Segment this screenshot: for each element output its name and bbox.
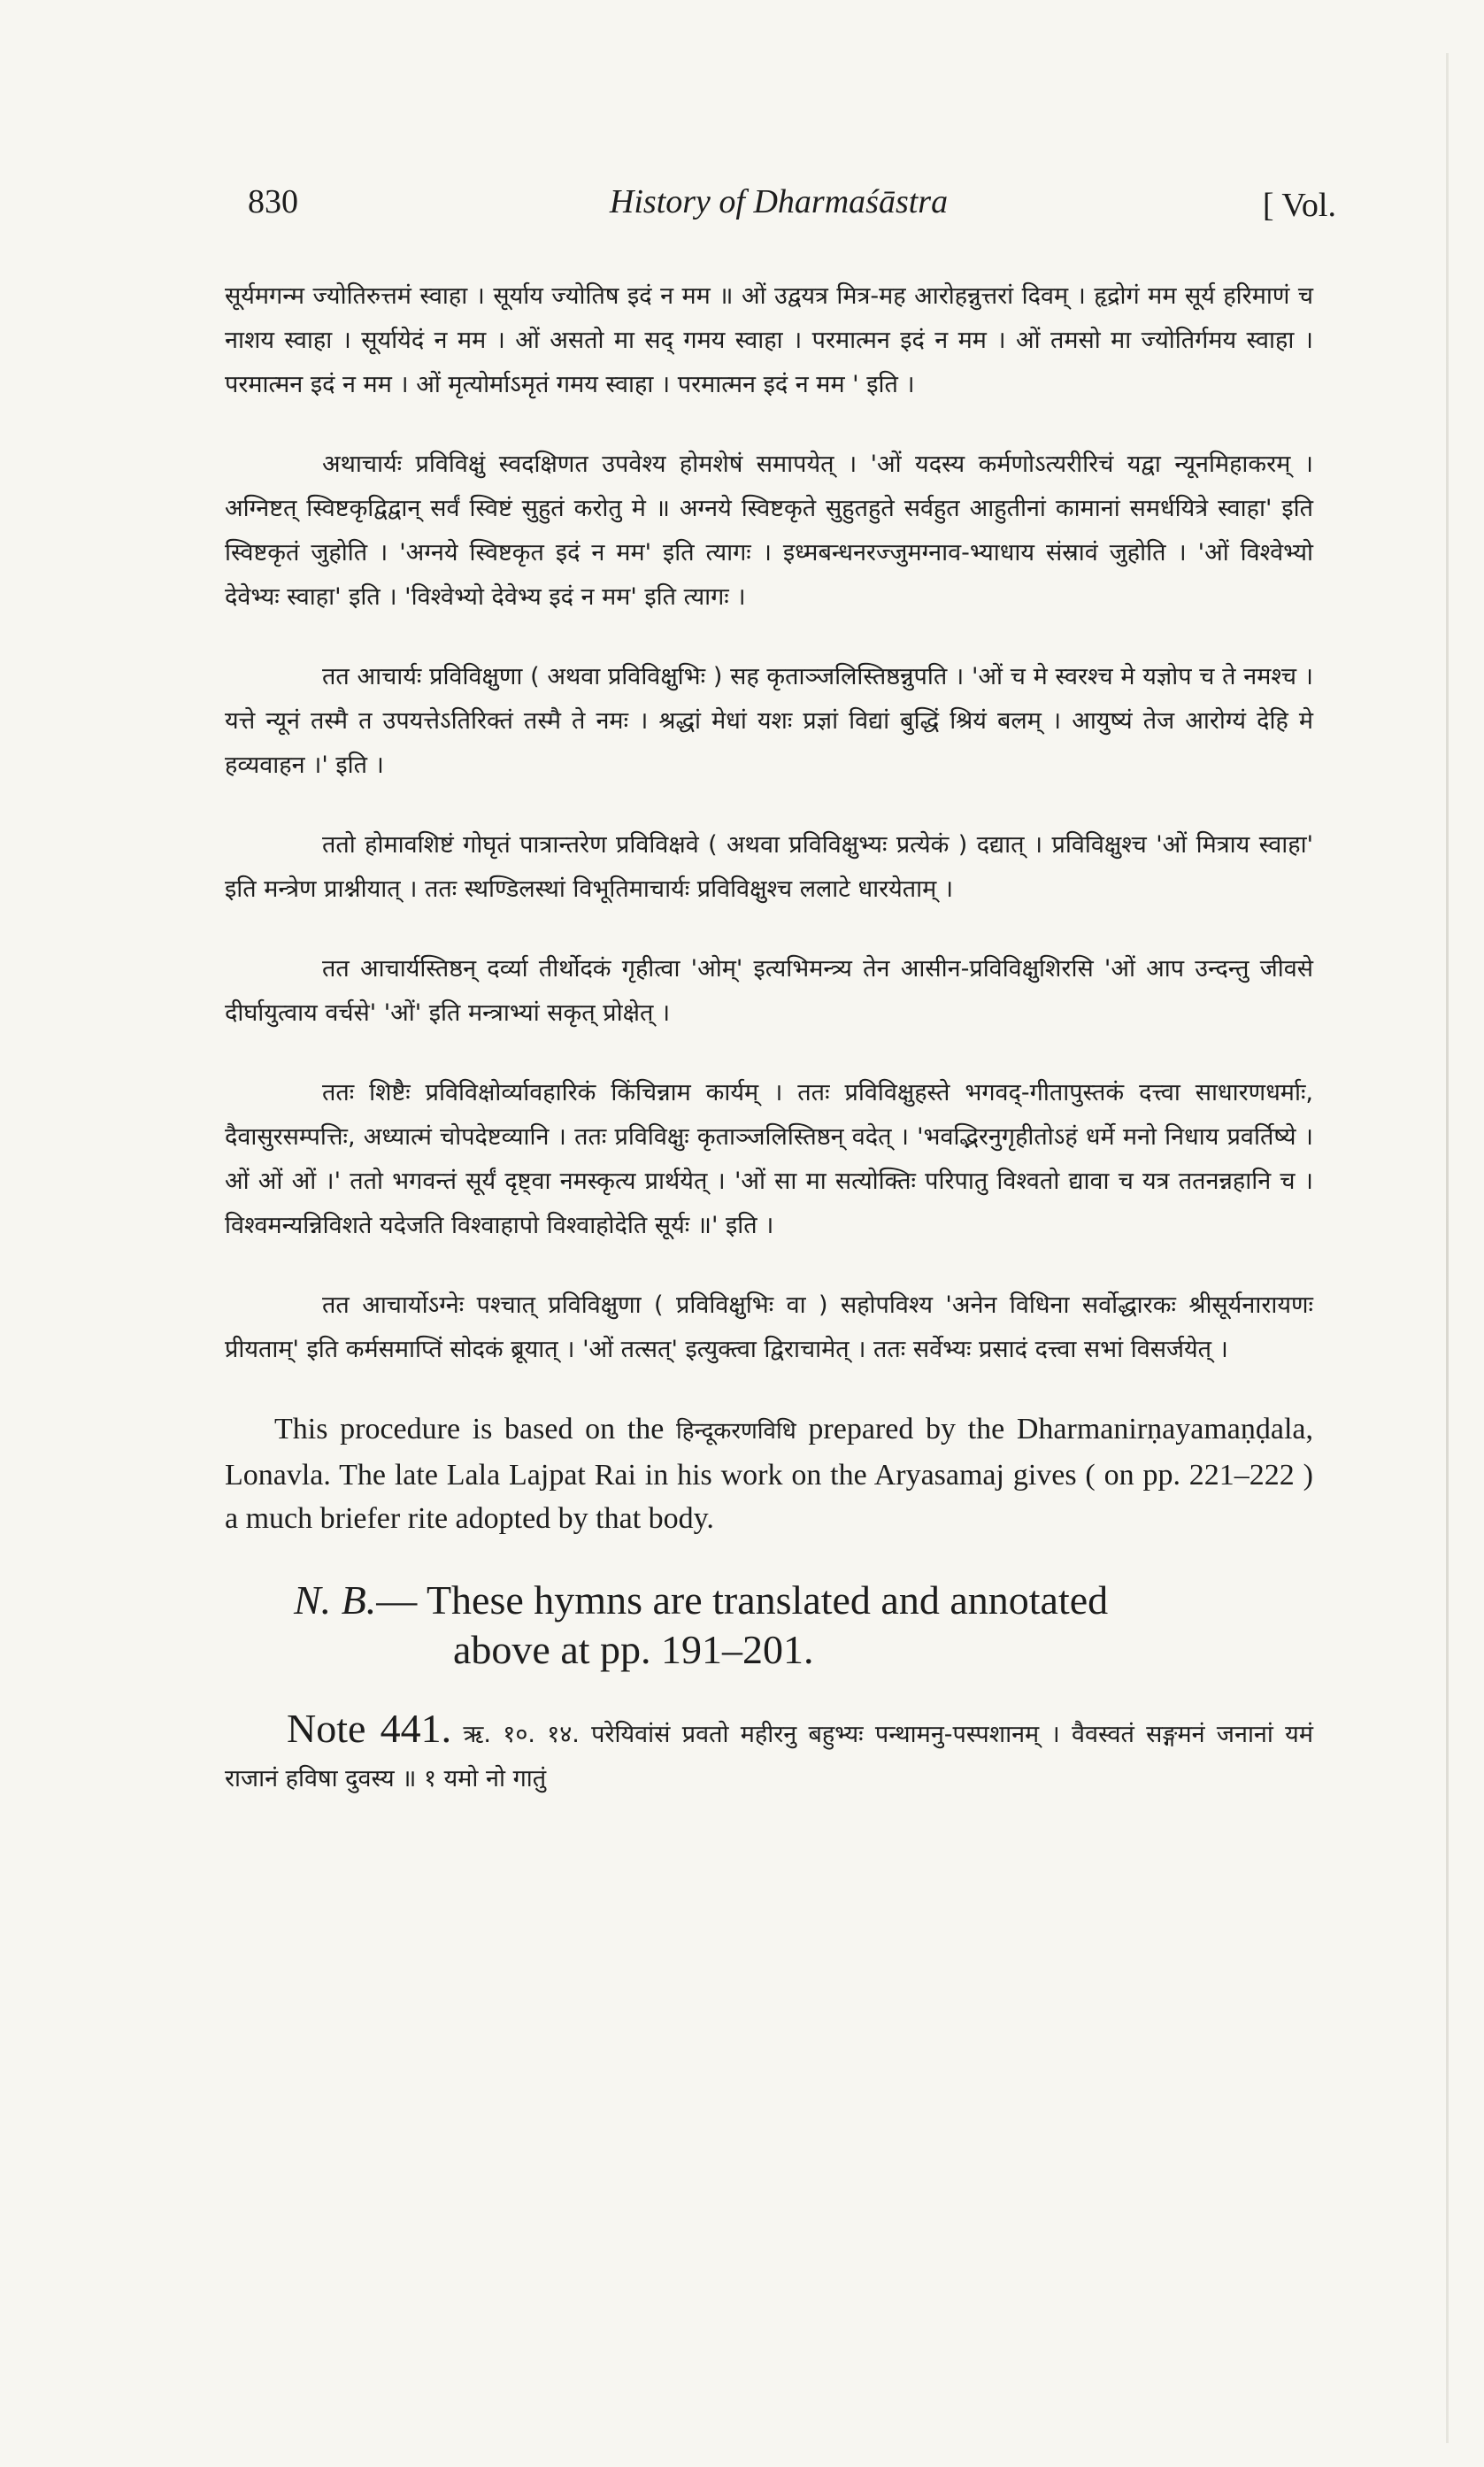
sanskrit-paragraph: ततः शिष्टैः प्रविविक्षोर्व्यावहारिकं किंचिन्नाम कार्यम् । ततः प्रविविक्षुहस्ते भगवद्-गीतापुस्तकं दत्त्वा साधारणधर्माः, दैवासुरसम्पत्तिः, अध्यात्मं चोपदेष्टव्यानि । ततः प्रविविक्षुः कृताञ्जलिस्तिष्ठन् वदेत् । 'भवद्भिरनुगृहीतोऽहं धर्मे मनो निधाय प्रवर्तिष्ये । ओं ओं ओं ।' ततो भगवन्तं सूर्यं दृष्ट्वा नमस्कृत्य प्रार्थयेत् । 'ओं सा मा सत्योक्तिः परिपातु विश्वतो द्यावा च यत्र ततनन्नहानि च । विश्वमन्यन्निविशते यदेजति विश्वाहापो विश्वाहोदेति सूर्यः ॥' इति ।: [225, 1079, 1313, 1239]
note-label: Note 441.: [287, 1706, 452, 1751]
sanskrit-paragraph: तत आचार्योऽग्नेः पश्चात् प्रविविक्षुणा ( प्रविविक्षुभिः वा ) सहोपविश्य 'अनेन विधिना सर्वोद्धारकः श्रीसूर्यनारायणः प्रीयताम्' इति कर्मसमाप्तिं सोदकं ब्रूयात् । 'ओं तत्सत्' इत्युक्त्वा द्विराचामेत् । ततः सर्वेभ्यः प्रसादं दत्त्वा सभां विसर्जयेत् ।: [225, 1291, 1313, 1363]
sanskrit-paragraph: तत आचार्यः प्रविविक्षुणा ( अथवा प्रविविक्षुभिः ) सह कृताञ्जलिस्तिष्ठन्नुपति । 'ओं च मे स्वरश्च मे यज्ञोप च ते नमश्च । यत्ते न्यूनं तस्मै त उपयत्तेऽतिरिक्तं तस्मै ते नमः । श्रद्धां मेधां यशः प्रज्ञां विद्यां बुद्धिं श्रियं बलम् । आयुष्यं तेज आरोग्यं देहि मे हव्यवाहन ।' इति ।: [225, 663, 1313, 779]
note-441: Note 441. ऋ. १०. १४. परेयिवांसं प्रवतो महीरनु बहुभ्यः पन्थामनु-पस्पशानम् । वैवस्वतं सङ्गमनं जनानां यमं राजानं हविषा दुवस्य ॥ १ यमो नो गातुं: [225, 1706, 1313, 1792]
nota-bene: N. B.— These hymns are translated and annotated above at pp. 191–201.: [294, 1577, 1109, 1672]
page-number: 830: [248, 183, 298, 220]
running-header: [248, 182, 1336, 235]
nb-label: N. B.: [294, 1577, 377, 1623]
sanskrit-paragraph: अथाचार्यः प्रविविक्षुं स्वदक्षिणत उपवेश्य होमशेषं समापयेत् । 'ओं यदस्य कर्मणोऽत्यरीरिचं यद्वा न्यूनमिहाकरम् । अग्निष्टत् स्विष्टकृद्विद्वान् सर्वं स्विष्टं सुहुतं करोतु मे ॥ अग्नये स्विष्टकृते सुहुतहुते सर्वहुत आहुतीनां कामानां समर्धयित्रे स्वाहा' इति स्विष्टकृतं जुहोति । 'अग्नये स्विष्टकृत इदं न मम' इति त्यागः । इध्मबन्धनरज्जुमग्नाव-भ्याधाय संस्रावं जुहोति । 'ओं विश्वेभ्यो देवेभ्यः स्वाहा' इति । 'विश्वेभ्यो देवेभ्य इदं न मम' इति त्यागः ।: [225, 451, 1313, 611]
sanskrit-paragraph: ततो होमावशिष्टं गोघृतं पात्रान्तरेण प्रविविक्षवे ( अथवा प्रविविक्षुभ्यः प्रत्येकं ) दद्यात् । प्रविविक्षुश्च 'ओं मित्राय स्वाहा' इति मन्त्रेण प्राश्नीयात् । ततः स्थण्डिलस्थां विभूतिमाचार्यः प्रविविक्षुश्च ललाटे धारयेताम् ।: [225, 831, 1313, 903]
english-note-paragraph: This procedure is based on the हिन्दूकरणविधि prepared by the Dharmanirṇayamaṇḍala, Lonavla. The late Lala Lajpat Rai in his work on the Aryasamaj gives ( on pp. 221–222 ) a much briefer rite adopted by that body.: [225, 1413, 1313, 1535]
hindukaranavidhi-term: हिन्दूकरणविधि: [676, 1418, 796, 1445]
page-body: [225, 274, 1313, 1825]
sanskrit-paragraph: सूर्यमगन्म ज्योतिरुत्तमं स्वाहा । सूर्याय ज्योतिष इदं न मम ॥ ओं उद्वयत्र मित्र-मह आरोहन्नुत्तरां दिवम् । हृद्रोगं मम सूर्य हरिमाणं च नाशय स्वाहा । सूर्यायेदं न मम । ओं असतो मा सद् गमय स्वाहा । परमात्मन इदं न मम । ओं तमसो मा ज्योतिर्गमय स्वाहा । परमात्मन इदं न मम । ओं मृत्योर्माऽमृतं गमय स्वाहा । परमात्मन इदं न मम ' इति ।: [225, 282, 1313, 398]
sanskrit-paragraph: तत आचार्यस्तिष्ठन् दर्व्या तीर्थोदकं गृहीत्वा 'ओम्' इत्यभिमन्त्र्य तेन आसीन-प्रविविक्षुशिरसि 'ओं आप उन्दन्तु जीवसे दीर्घायुत्वाय वर्चसे' 'ओं' इति मन्त्राभ्यां सकृत् प्रोक्षेत् ।: [225, 955, 1313, 1027]
volume-label: [ Vol.: [1262, 187, 1336, 224]
page-edge-shadow: [1446, 53, 1449, 2443]
running-title: History of Dharmaśāstra: [609, 183, 949, 220]
